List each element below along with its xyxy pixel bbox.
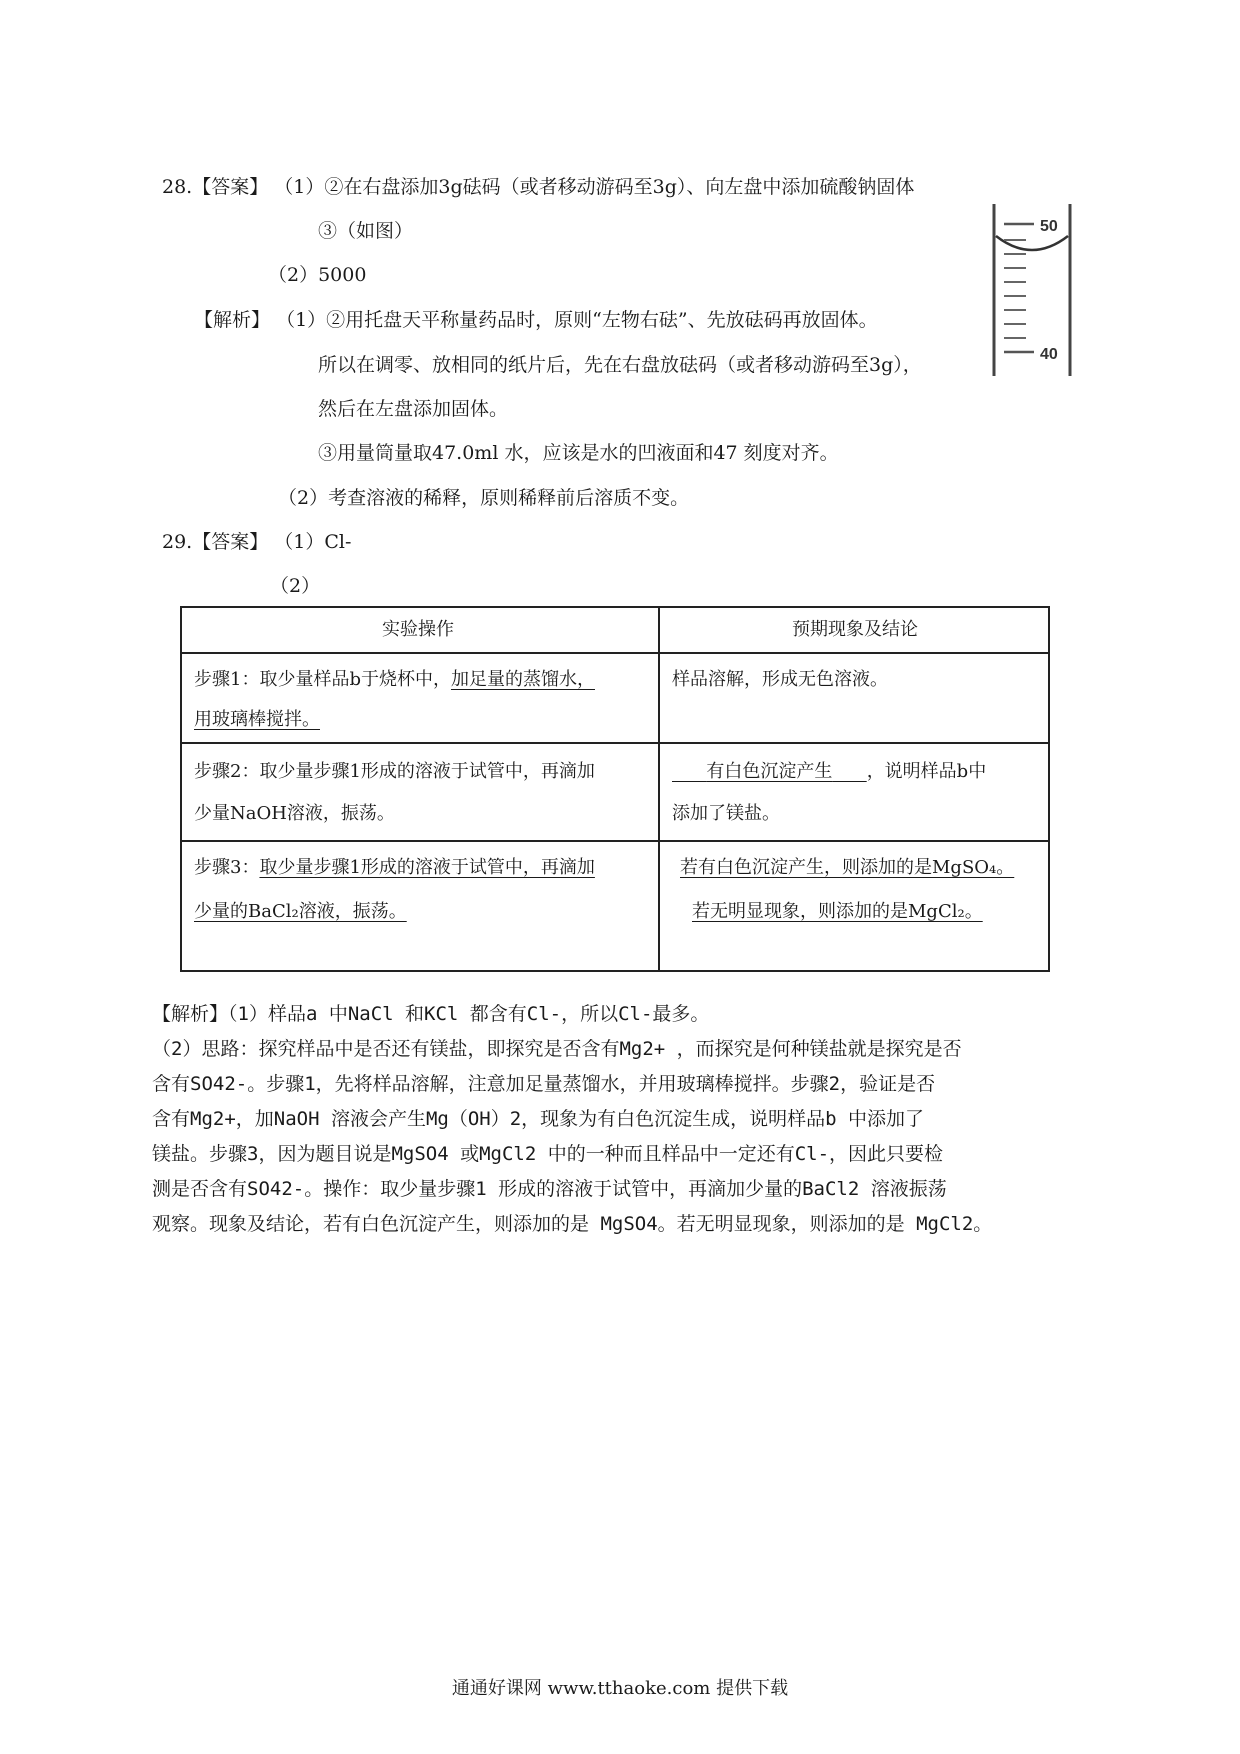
q29-answer-line1 xyxy=(162,530,351,554)
analysis-line5: 镁盐。步骤3，因为题目说是MgSO4 或MgCl2 中的一种而且样品中一定还有Cl-，因此只要检 xyxy=(152,1143,944,1165)
page-footer: 通通好课网 www.tthaoke.com 提供下载 xyxy=(451,1678,789,1699)
table-row-divider xyxy=(182,652,1048,654)
table-header-operation: 实验操作 xyxy=(382,619,454,640)
q29-label: 29.【答案】 xyxy=(162,531,269,553)
row3-op-1a: 步骤3： xyxy=(194,857,260,878)
q29-answer-1: （1）Cl- xyxy=(274,531,352,553)
analysis-line4: 含有Mg2+，加NaOH 溶液会产生Mg（OH）2，现象为有白色沉淀生成，说明样品b 中添加了 xyxy=(152,1108,925,1130)
row2-res-1a: 有白色沉淀产生 xyxy=(706,761,833,782)
cylinder-label-50: 50 xyxy=(1040,218,1058,235)
table-row-divider xyxy=(182,742,1048,744)
row1-op-1b: 加足量的蒸馏水， xyxy=(450,669,595,690)
row1-operation-line1 xyxy=(194,668,595,692)
analysis-line3: 含有SO42-。步骤1，先将样品溶解，注意加足量蒸馏水，并用玻璃棒搅拌。步骤2，验证是否 xyxy=(152,1073,936,1095)
analysis-line7: 观察。现象及结论，若有白色沉淀产生，则添加的是 MgSO4。若无明显现象，则添加的是 MgCl2。 xyxy=(152,1213,993,1235)
row3-operation-line1 xyxy=(194,856,595,880)
q28-label: 28.【答案】 xyxy=(162,176,269,198)
q28-analysis-line1 xyxy=(194,308,878,332)
analysis-line6: 测是否含有SO42-。操作：取少量步骤1 形成的溶液于试管中，再滴加少量的BaCl2 溶液振荡 xyxy=(152,1178,947,1200)
row1-op-1a: 步骤1：取少量样品b于烧杯中， xyxy=(194,669,451,690)
q28-answer-1b: ③（如图） xyxy=(318,220,414,242)
q28-answer-2: （2）5000 xyxy=(268,264,367,286)
q28-analysis-4: ③用量筒量取47.0ml 水，应该是水的凹液面和47 刻度对齐。 xyxy=(318,442,839,464)
meniscus-curve xyxy=(996,236,1068,250)
row2-result-line1 xyxy=(672,760,986,784)
q28-analysis-1: （1）②用托盘天平称量药品时，原则“左物右砝”、先放砝码再放固体。 xyxy=(276,309,878,331)
row2-res-1b: ，说明样品b中 xyxy=(866,761,987,782)
row3-operation-line2: 少量的BaCl₂溶液，振荡。 xyxy=(194,901,407,922)
experiment-table xyxy=(180,606,1050,972)
q29-answer-2: （2） xyxy=(270,575,321,597)
measuring-cylinder-figure xyxy=(990,200,1076,384)
table-row-divider xyxy=(182,840,1048,842)
row3-result-line1: 若有白色沉淀产生，则添加的是MgSO₄。 xyxy=(680,857,1015,878)
row3-op-1b: 取少量步骤1形成的溶液于试管中，再滴加 xyxy=(259,857,595,878)
q28-answer-line1 xyxy=(162,175,914,199)
analysis-line2: （2）思路：探究样品中是否还有镁盐，即探究是否含有Mg2+ ，而探究是何种镁盐就是探究是否 xyxy=(152,1038,962,1060)
row2-operation-line1: 步骤2：取少量步骤1形成的溶液于试管中，再滴加 xyxy=(194,761,595,782)
q28-analysis-2: 所以在调零、放相同的纸片后，先在右盘放砝码（或者移动游码至3g）， xyxy=(318,354,922,376)
q28-analysis-5: （2）考查溶液的稀释，原则稀释前后溶质不变。 xyxy=(278,487,690,509)
row2-result-line2: 添加了镁盐。 xyxy=(672,803,780,824)
table-col-divider xyxy=(658,608,660,970)
table-header-result: 预期现象及结论 xyxy=(792,619,918,640)
row1-result-line1: 样品溶解，形成无色溶液。 xyxy=(672,669,888,690)
row3-result-line2: 若无明显现象，则添加的是MgCl₂。 xyxy=(692,901,983,922)
q28-analysis-label: 【解析】 xyxy=(194,309,271,331)
q28-answer-1: （1）②在右盘添加3g砝码（或者移动游码至3g）、向左盘中添加硫酸钠固体 xyxy=(274,176,915,198)
analysis-line1: 【解析】（1）样品a 中NaCl 和KCl 都含有Cl-，所以Cl-最多。 xyxy=(152,1003,710,1025)
q28-analysis-3: 然后在左盘添加固体。 xyxy=(318,398,509,420)
row2-operation-line2: 少量NaOH溶液，振荡。 xyxy=(194,803,395,824)
row1-operation-line2: 用玻璃棒搅拌。 xyxy=(194,709,320,730)
cylinder-label-40: 40 xyxy=(1040,346,1058,363)
